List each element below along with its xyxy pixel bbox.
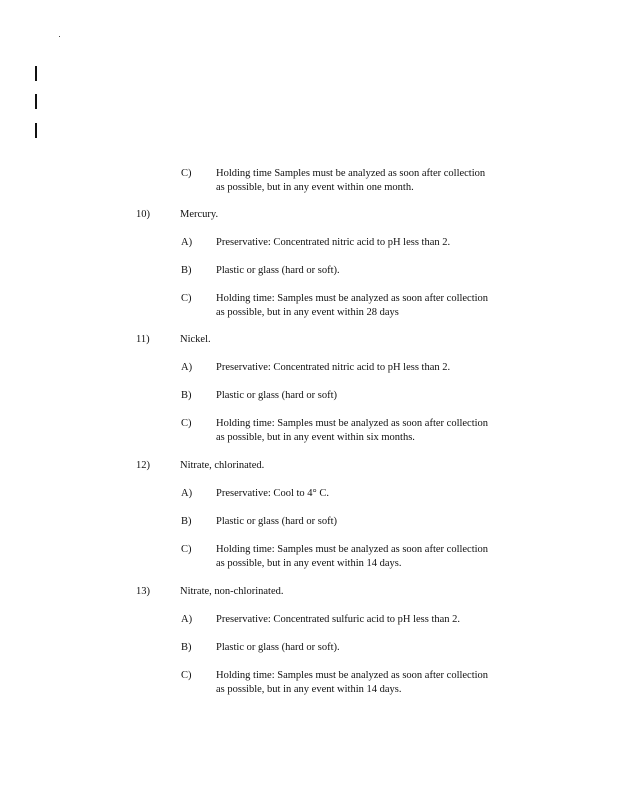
item-number: 12): [136, 460, 150, 471]
item-text-line1: Plastic or glass (hard or soft): [216, 390, 338, 401]
revision-bar: [35, 66, 37, 81]
item-letter: A): [181, 237, 193, 248]
item-text-line1: Holding time: Samples must be analyzed as soon after collection: [216, 670, 489, 681]
item-number: 11): [136, 334, 150, 345]
item-text-line1: Preservative: Cool to 4° C.: [216, 488, 329, 499]
revision-bar: [35, 123, 37, 138]
item-text-line2: as possible, but in any event within 14 days.: [216, 684, 402, 695]
item-number: 10): [136, 209, 150, 220]
item-text-line1: Holding time: Samples must be analyzed as soon after collection: [216, 544, 489, 555]
item-letter: C): [181, 293, 192, 304]
item-text-line1: Holding time: Samples must be analyzed as soon after collection: [216, 293, 489, 304]
item-text-line1: Preservative: Concentrated sulfuric acid to pH less than 2.: [216, 614, 461, 625]
item-heading: Nitrate, chlorinated.: [180, 460, 265, 471]
item-text-line1: Plastic or glass (hard or soft).: [216, 265, 340, 276]
item-number: 13): [136, 586, 150, 597]
item-letter: C): [181, 168, 192, 179]
item-text-line1: Preservative: Concentrated nitric acid to pH less than 2.: [216, 237, 451, 248]
item-letter: C): [181, 418, 192, 429]
item-letter: A): [181, 614, 193, 625]
item-heading: Nickel.: [180, 334, 211, 345]
item-letter: B): [181, 265, 192, 276]
item-text-line1: Holding time: Samples must be analyzed as soon after collection: [216, 418, 489, 429]
item-letter: C): [181, 544, 192, 555]
item-text-line2: as possible, but in any event within 14 days.: [216, 558, 402, 569]
scan-speck: [59, 36, 60, 37]
item-text-line1: Plastic or glass (hard or soft): [216, 516, 338, 527]
item-letter: C): [181, 670, 192, 681]
item-text-line2: as possible, but in any event within 28 days: [216, 307, 399, 318]
item-text-line1: Preservative: Concentrated nitric acid to pH less than 2.: [216, 362, 451, 373]
item-letter: A): [181, 488, 193, 499]
item-heading: Mercury.: [180, 209, 219, 220]
item-letter: B): [181, 642, 192, 653]
item-text-line2: as possible, but in any event within one month.: [216, 182, 414, 193]
item-heading: Nitrate, non-chlorinated.: [180, 586, 284, 597]
item-letter: A): [181, 362, 193, 373]
item-text-line1: Holding time Samples must be analyzed as soon after collection: [216, 168, 486, 179]
revision-bar: [35, 94, 37, 109]
item-text-line2: as possible, but in any event within six months.: [216, 432, 415, 443]
item-letter: B): [181, 516, 192, 527]
item-text-line1: Plastic or glass (hard or soft).: [216, 642, 340, 653]
item-letter: B): [181, 390, 192, 401]
